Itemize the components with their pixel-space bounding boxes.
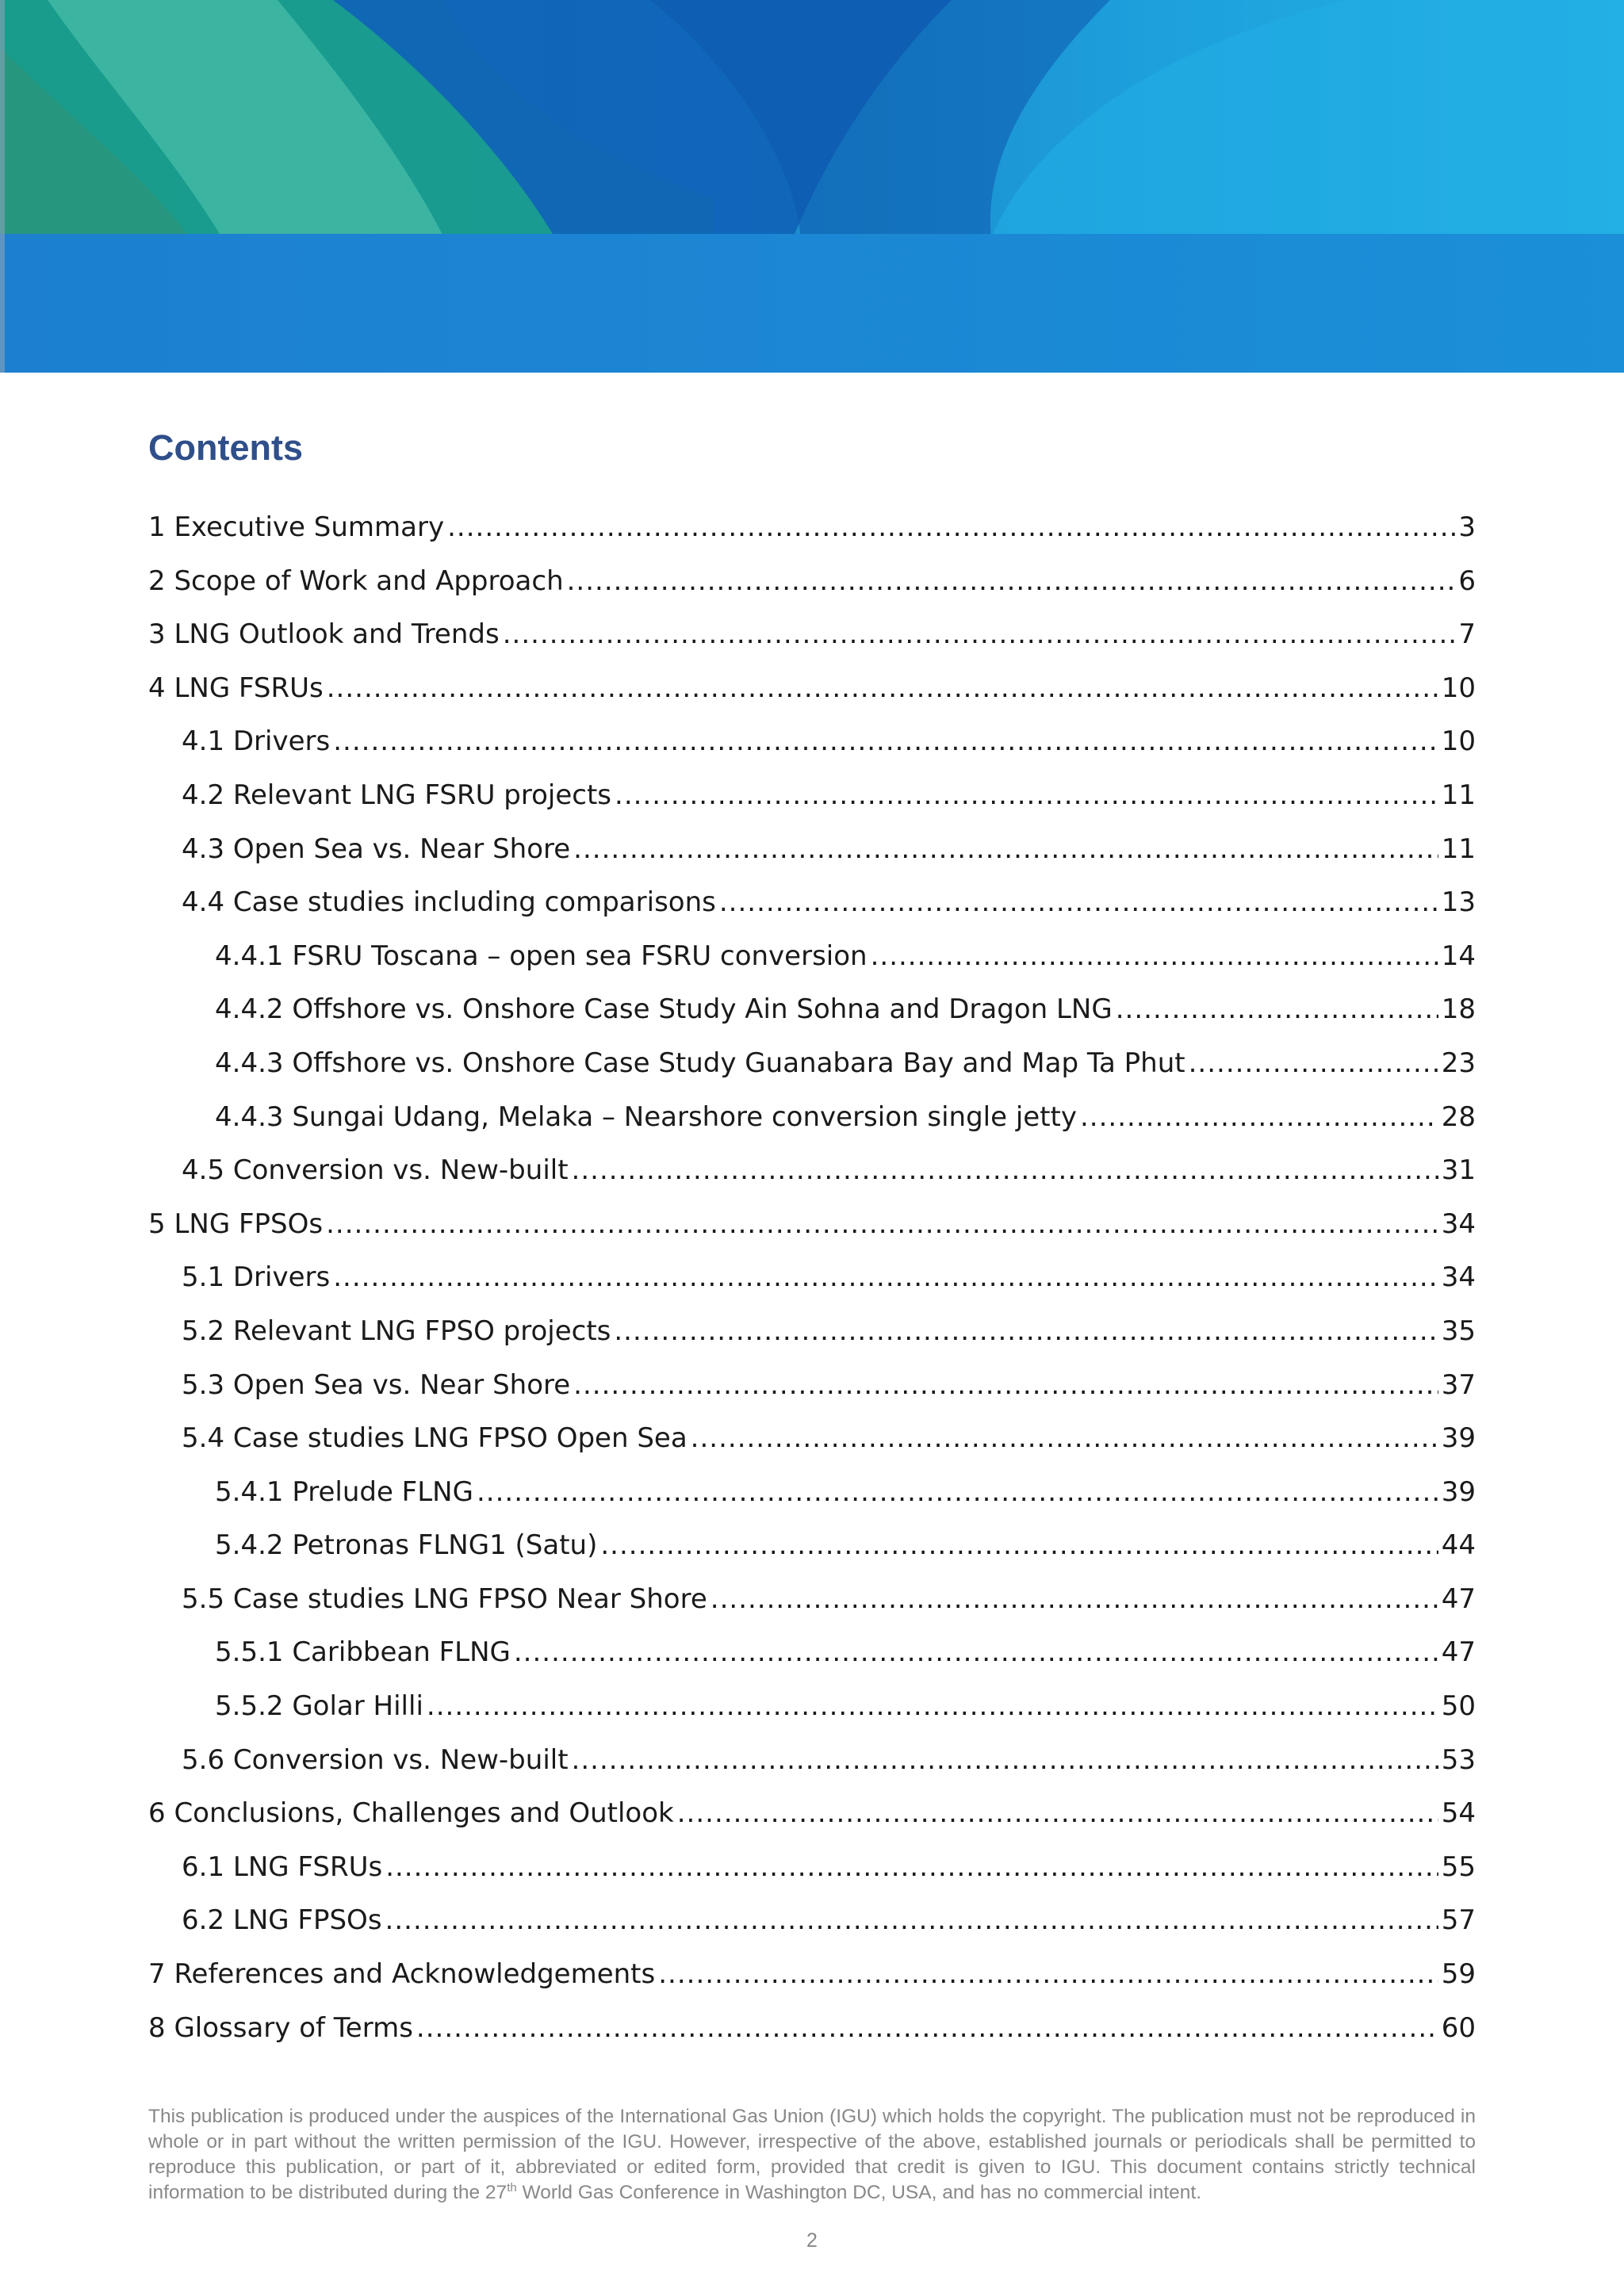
toc-entry-label: 5.4.1 Prelude FLNG — [215, 1475, 473, 1508]
toc-entry-page: 39 — [1441, 1475, 1476, 1508]
toc-entry-label: 5.1 Drivers — [182, 1261, 331, 1294]
toc-entry[interactable] — [148, 1422, 1476, 1476]
toc-leader-dots — [427, 1690, 1438, 1722]
toc-entry-label: 5.5 Case studies LNG FPSO Near Shore — [182, 1582, 707, 1615]
toc-leader-dots — [327, 672, 1438, 704]
toc-entry-label: 5.5.1 Caribbean FLNG — [215, 1636, 511, 1669]
toc-leader-dots — [871, 940, 1438, 972]
toc-entry-page: 6 — [1458, 564, 1476, 597]
ordinal-superscript: th — [507, 2180, 517, 2195]
toc-entry-label: 5.4 Case studies LNG FPSO Open Sea — [182, 1422, 688, 1455]
toc-entry-label: 5.4.2 Petronas FLNG1 (Satu) — [215, 1529, 598, 1562]
toc-entry-page: 14 — [1441, 939, 1476, 972]
toc-entry-label: 4.4 Case studies including comparisons — [182, 886, 716, 919]
toc-entry[interactable] — [148, 1101, 1476, 1155]
toc-entry[interactable] — [148, 1315, 1476, 1369]
table-of-contents — [148, 511, 1476, 2065]
toc-leader-dots — [719, 886, 1438, 918]
toc-entry[interactable] — [148, 1744, 1476, 1798]
toc-entry[interactable] — [148, 1636, 1476, 1690]
toc-entry[interactable] — [148, 1369, 1476, 1423]
toc-entry-page: 3 — [1458, 511, 1476, 543]
toc-entry-label: 4.4.3 Sungai Udang, Melaka – Nearshore conversion single jetty — [215, 1100, 1077, 1133]
toc-leader-dots — [385, 1851, 1438, 1883]
toc-entry-page: 44 — [1441, 1529, 1476, 1562]
page-title: Contents — [148, 427, 303, 468]
toc-entry-page: 11 — [1441, 779, 1476, 811]
toc-leader-dots — [447, 511, 1455, 543]
toc-entry-label: 6.2 LNG FPSOs — [182, 1904, 382, 1937]
toc-entry-page: 28 — [1441, 1100, 1476, 1133]
toc-entry-label: 3 LNG Outlook and Trends — [148, 618, 500, 651]
toc-leader-dots — [1189, 1047, 1438, 1079]
toc-entry[interactable] — [148, 1529, 1476, 1583]
toc-leader-dots — [333, 1261, 1438, 1293]
toc-entry[interactable] — [148, 565, 1476, 619]
toc-leader-dots — [503, 618, 1456, 650]
toc-entry-label: 4.4.2 Offshore vs. Onshore Case Study Ain Sohna and Dragon LNG — [215, 993, 1113, 1026]
toc-entry-page: 59 — [1441, 1958, 1476, 1991]
toc-leader-dots — [567, 565, 1456, 597]
toc-entry[interactable] — [148, 1047, 1476, 1101]
toc-entry-label: 5.2 Relevant LNG FPSO projects — [182, 1314, 611, 1347]
toc-leader-dots — [1116, 993, 1438, 1025]
toc-entry[interactable] — [148, 618, 1476, 672]
toc-entry-page: 37 — [1441, 1368, 1476, 1401]
page-number: 2 — [806, 2229, 818, 2252]
toc-entry[interactable] — [148, 672, 1476, 726]
toc-entry-page: 10 — [1441, 725, 1476, 758]
toc-entry-page: 7 — [1458, 618, 1476, 651]
toc-entry[interactable] — [148, 1958, 1476, 2012]
toc-entry[interactable] — [148, 1154, 1476, 1208]
toc-entry-label: 6 Conclusions, Challenges and Outlook — [148, 1797, 674, 1830]
toc-leader-dots — [691, 1422, 1438, 1454]
toc-entry-label: 7 References and Acknowledgements — [148, 1958, 656, 1991]
toc-leader-dots — [572, 1154, 1438, 1186]
toc-leader-dots — [385, 1904, 1438, 1936]
toc-entry-page: 10 — [1441, 672, 1476, 704]
toc-entry-label: 4.4.1 FSRU Toscana – open sea FSRU conversion — [215, 939, 868, 972]
toc-entry-page: 60 — [1441, 2011, 1476, 2044]
toc-leader-dots — [658, 1958, 1438, 1990]
toc-entry-page: 47 — [1441, 1636, 1476, 1669]
toc-entry[interactable] — [148, 1851, 1476, 1905]
toc-entry[interactable] — [148, 1904, 1476, 1958]
toc-entry[interactable] — [148, 1690, 1476, 1744]
toc-entry-label: 8 Glossary of Terms — [148, 2011, 413, 2044]
copyright-text-part1: This publication is produced under the auspices of the International Gas Union (IGU) which holds the copyright. The publication must not be reproduced in whole or in part without the written permission of the IGU. However, irrespective of the above, established journals or periodicals shall be permitted to reproduce this publication, or part of it, abbreviated or edited form, provided that credit is given to IGU. This document contains strictly technical information to be distributed during the 27 — [148, 2106, 1476, 2203]
toc-entry-label: 4.5 Conversion vs. New-built — [182, 1154, 569, 1187]
toc-entry[interactable] — [148, 1583, 1476, 1637]
toc-leader-dots — [710, 1583, 1438, 1615]
toc-leader-dots — [600, 1529, 1438, 1561]
toc-leader-dots — [416, 2012, 1438, 2044]
toc-leader-dots — [677, 1797, 1438, 1829]
toc-leader-dots — [477, 1476, 1438, 1508]
toc-leader-dots — [614, 1315, 1438, 1347]
toc-leader-dots — [572, 1744, 1438, 1776]
toc-entry[interactable] — [148, 511, 1476, 565]
toc-leader-dots — [615, 779, 1438, 811]
toc-entry-page: 50 — [1441, 1690, 1476, 1723]
toc-entry-page: 11 — [1441, 832, 1476, 865]
toc-entry[interactable] — [148, 1261, 1476, 1315]
toc-entry[interactable] — [148, 779, 1476, 833]
header-banner — [0, 0, 1624, 373]
toc-leader-dots — [1080, 1101, 1438, 1133]
toc-entry[interactable] — [148, 1797, 1476, 1851]
toc-leader-dots — [326, 1208, 1438, 1240]
toc-entry[interactable] — [148, 940, 1476, 994]
toc-leader-dots — [514, 1636, 1438, 1668]
toc-entry-label: 4.2 Relevant LNG FSRU projects — [182, 779, 612, 811]
copyright-text-part2: World Gas Conference in Washington DC, USA, and has no commercial intent. — [516, 2182, 1202, 2203]
toc-entry-label: 5 LNG FPSOs — [148, 1207, 324, 1240]
toc-entry-page: 53 — [1441, 1743, 1476, 1776]
toc-entry-page: 55 — [1441, 1850, 1476, 1883]
toc-entry-page: 35 — [1441, 1314, 1476, 1347]
toc-entry-label: 4 LNG FSRUs — [148, 672, 324, 704]
toc-entry[interactable] — [148, 886, 1476, 940]
toc-entry-page: 54 — [1441, 1797, 1476, 1830]
toc-entry-label: 5.6 Conversion vs. New-built — [182, 1743, 569, 1776]
toc-leader-dots — [573, 833, 1438, 865]
toc-entry[interactable] — [148, 1476, 1476, 1530]
toc-entry-label: 5.3 Open Sea vs. Near Shore — [182, 1368, 571, 1401]
toc-entry[interactable] — [148, 725, 1476, 779]
toc-entry-label: 2 Scope of Work and Approach — [148, 564, 564, 597]
toc-entry-page: 18 — [1441, 993, 1476, 1026]
toc-entry[interactable] — [148, 2012, 1476, 2066]
toc-leader-dots — [573, 1369, 1438, 1401]
toc-entry-label: 6.1 LNG FSRUs — [182, 1850, 383, 1883]
toc-entry-label: 4.4.3 Offshore vs. Onshore Case Study Guanabara Bay and Map Ta Phut — [215, 1047, 1185, 1079]
toc-entry-page: 34 — [1441, 1207, 1476, 1240]
toc-entry-label: 1 Executive Summary — [148, 511, 445, 543]
toc-entry-page: 47 — [1441, 1582, 1476, 1615]
toc-entry-page: 23 — [1441, 1047, 1476, 1079]
toc-entry-label: 5.5.2 Golar Hilli — [215, 1690, 423, 1723]
toc-entry-page: 39 — [1441, 1422, 1476, 1455]
toc-leader-dots — [333, 725, 1438, 757]
copyright-notice — [148, 2104, 1476, 2206]
toc-entry-label: 4.1 Drivers — [182, 725, 331, 758]
toc-entry-page: 34 — [1441, 1261, 1476, 1294]
toc-entry-label: 4.3 Open Sea vs. Near Shore — [182, 832, 571, 865]
toc-entry[interactable] — [148, 833, 1476, 887]
toc-entry-page: 31 — [1441, 1154, 1476, 1187]
toc-entry-page: 57 — [1441, 1904, 1476, 1937]
toc-entry[interactable] — [148, 1208, 1476, 1262]
contents-section — [148, 424, 1476, 2044]
toc-entry-page: 13 — [1441, 886, 1476, 919]
toc-entry[interactable] — [148, 993, 1476, 1047]
